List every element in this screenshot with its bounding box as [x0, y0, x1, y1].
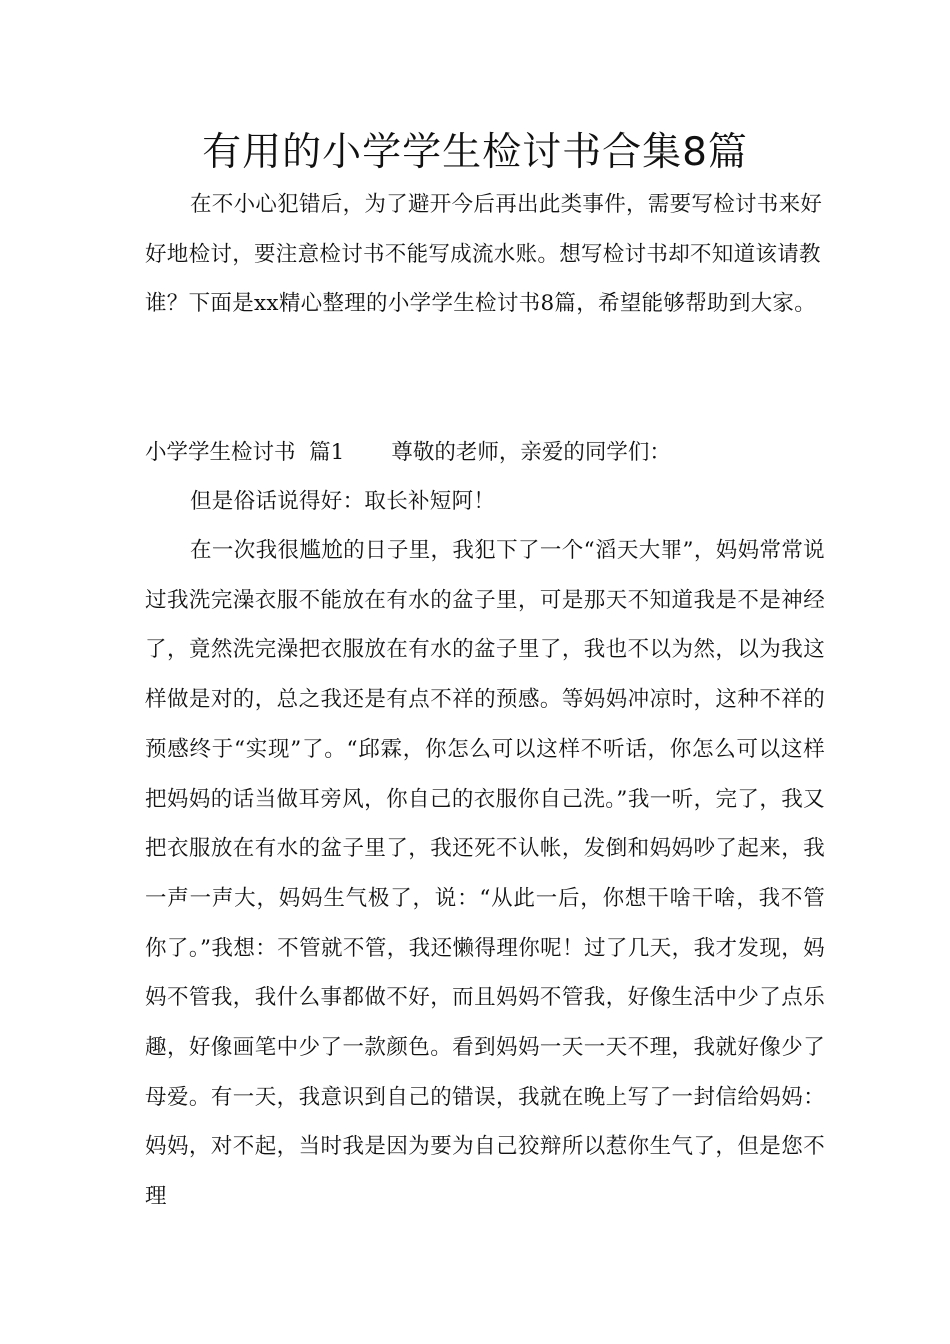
document-title: 有用的小学学生检讨书合集8篇 — [202, 130, 748, 175]
section-line — [145, 428, 825, 478]
paragraph-2: 在一次我很尴尬的日子里，我犯下了一个“滔天大罪”，妈妈常常说过我洗完澡衣服不能放在有水的盆子里，可是那天不知道我是不是神经了，竟然洗完澡把衣服放在有水的盆子里了，我也不以为然，以为我这样做是对的，总之我还是有点不祥的预感。等妈妈冲凉时，这种不祥的预感终于“实现”了。“邱霖，你怎么可以这样不听话，你怎么可以这样把妈妈的话当做耳旁风，你自己的衣服你自己洗。”我一听，完了，我又把衣服放在有水的盆子里了，我还死不认帐，发倒和妈妈吵了起来，我一声一声大，妈妈生气极了，说：“从此一后，你想干啥干啥，我不管你了。”我想：不管就不管，我还懒得理你呢！过了几天，我才发现，妈妈不管我，我什么事都做不好，而且妈妈不管我，好像生活中少了点乐趣，好像画笔中少了一款颜色。看到妈妈一天一天不理，我就好像少了母爱。有一天，我意识到自己的错误，我就在晚上写了一封信给妈妈：妈妈，对不起，当时我是因为要为自己狡辩所以惹你生气了，但是您不理 — [145, 538, 825, 1210]
greeting: 尊敬的老师，亲爱的同学们： — [391, 440, 671, 465]
intro-paragraph: 在不小心犯错后，为了避开今后再出此类事件，需要写检讨书来好好地检讨，要注意检讨书不能写成流水账。想写检讨书却不知道该请教谁？下面是xx精心整理的小学学生检讨书8篇，希望能够帮助到大家。 — [145, 192, 823, 317]
paragraph-1: 但是俗话说得好：取长补短阿！ — [190, 489, 496, 514]
section-heading: 小学学生检讨书 篇1 — [145, 440, 345, 465]
